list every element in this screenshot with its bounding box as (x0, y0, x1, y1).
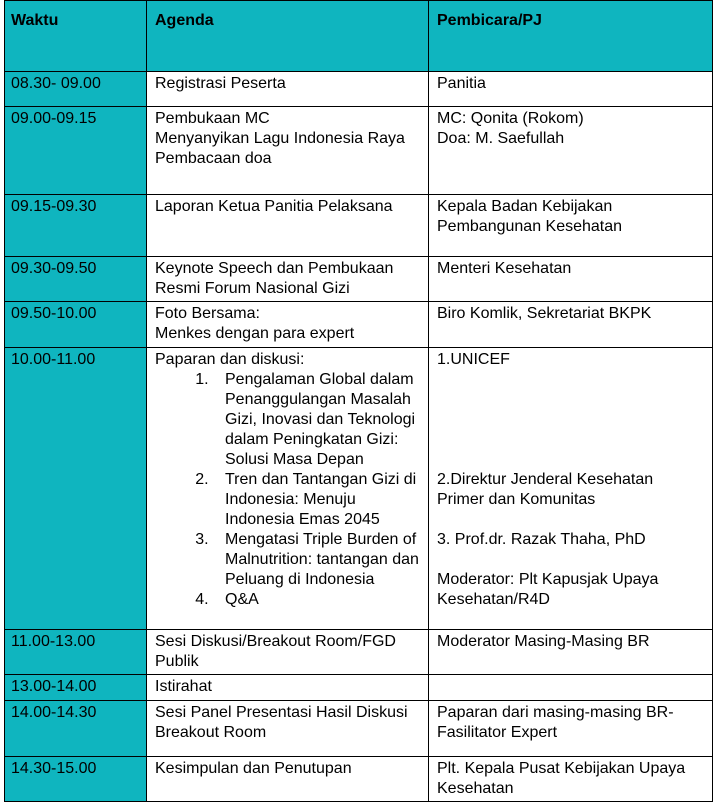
table-row (5, 302, 713, 348)
agenda-list-item: 1. Pengalaman Global dalam Penanggulangan Masalah Gizi, Inovasi dan Teknologi dalam Peningkatan Gizi: Solusi Masa Depan (213, 370, 420, 470)
time-cell: 14.00-14.30 (5, 701, 147, 757)
agenda-line: Pembacaan doa (155, 150, 272, 167)
speaker-cell (429, 757, 713, 802)
speaker-cell (429, 348, 713, 630)
agenda-cell (147, 757, 429, 802)
agenda-cell (147, 348, 429, 630)
table-row (5, 348, 713, 630)
agenda-cell (147, 675, 429, 701)
speaker-cell (429, 195, 713, 257)
agenda-list-item: 2. Tren dan Tantangan Gizi di Indonesia: Menuju Indonesia Emas 2045 (213, 470, 420, 530)
speaker-line: 1.UNICEF (437, 351, 510, 368)
speaker-line: Biro Komlik, Sekretariat BKPK (437, 305, 652, 322)
agenda-line: Menkes dengan para expert (155, 325, 355, 342)
header-speaker: Pembicara/PJ (429, 1, 713, 72)
agenda-line: Registrasi Peserta (155, 75, 286, 92)
agenda-line: Laporan Ketua Panitia Pelaksana (155, 198, 393, 215)
speaker-cell (429, 675, 713, 701)
speaker-line: Panitia (437, 75, 486, 92)
speaker-line: Doa: M. Saefullah (437, 130, 565, 147)
spacer (437, 390, 704, 410)
agenda-cell (147, 195, 429, 257)
time-cell: 08.30- 09.00 (5, 72, 147, 107)
agenda-cell (147, 107, 429, 195)
speaker-cell (429, 107, 713, 195)
agenda-line: Sesi Panel Presentasi Hasil Diskusi Breakout Room (155, 704, 408, 741)
header-row (5, 1, 713, 72)
time-cell: 11.00-13.00 (5, 630, 147, 675)
agenda-line: Pembukaan MC (155, 110, 270, 127)
table-row (5, 757, 713, 802)
table-row (5, 675, 713, 701)
spacer (437, 550, 704, 570)
agenda-list-item: 4. Q&A (213, 590, 420, 610)
speaker-line: 2.Direktur Jenderal Kesehatan Primer dan Komunitas (437, 471, 654, 508)
agenda-line: Istirahat (155, 678, 212, 695)
agenda-cell (147, 72, 429, 107)
speaker-cell (429, 257, 713, 302)
time-cell: 09.30-09.50 (5, 257, 147, 302)
time-cell: 13.00-14.00 (5, 675, 147, 701)
speaker-cell (429, 630, 713, 675)
speaker-line: Moderator Masing-Masing BR (437, 633, 650, 650)
agenda-list (155, 370, 420, 610)
header-time: Waktu (5, 1, 147, 72)
agenda-line: Foto Bersama: (155, 305, 260, 322)
table-row (5, 630, 713, 675)
speaker-cell (429, 72, 713, 107)
table-row (5, 701, 713, 757)
spacer (437, 370, 704, 390)
agenda-intro: Paparan dan diskusi: (155, 351, 305, 368)
speaker-cell (429, 701, 713, 757)
table-row (5, 72, 713, 107)
table-row (5, 257, 713, 302)
speaker-line: 3. Prof.dr. Razak Thaha, PhD (437, 531, 646, 548)
agenda-cell (147, 257, 429, 302)
agenda-line: Keynote Speech dan Pembukaan Resmi Forum Nasional Gizi (155, 260, 394, 297)
header-agenda: Agenda (147, 1, 429, 72)
time-cell: 09.15-09.30 (5, 195, 147, 257)
time-cell: 10.00-11.00 (5, 348, 147, 630)
spacer (437, 410, 704, 430)
spacer (437, 510, 704, 530)
agenda-cell (147, 701, 429, 757)
speaker-line: Plt. Kepala Pusat Kebijakan Upaya Kesehatan (437, 760, 686, 797)
time-cell: 09.00-09.15 (5, 107, 147, 195)
agenda-line: Sesi Diskusi/Breakout Room/FGD Publik (155, 633, 396, 670)
speaker-line: Kepala Badan Kebijakan Pembangunan Kesehatan (437, 198, 623, 235)
table-row (5, 107, 713, 195)
table-row (5, 195, 713, 257)
speaker-line: MC: Qonita (Rokom) (437, 110, 584, 127)
speaker-cell (429, 302, 713, 348)
agenda-table (4, 0, 713, 802)
time-cell: 09.50-10.00 (5, 302, 147, 348)
spacer (437, 430, 704, 450)
time-cell: 14.30-15.00 (5, 757, 147, 802)
agenda-line: Menyanyikan Lagu Indonesia Raya (155, 130, 405, 147)
spacer (437, 450, 704, 470)
agenda-cell (147, 630, 429, 675)
speaker-line: Paparan dari masing-masing BR-Fasilitator Expert (437, 704, 674, 741)
agenda-cell (147, 302, 429, 348)
agenda-line: Kesimpulan dan Penutupan (155, 760, 352, 777)
speaker-line: Menteri Kesehatan (437, 260, 572, 277)
agenda-list-item: 3. Mengatasi Triple Burden of Malnutrition: tantangan dan Peluang di Indonesia (213, 530, 420, 590)
speaker-line: Moderator: Plt Kapusjak Upaya Kesehatan/R4D (437, 571, 659, 608)
